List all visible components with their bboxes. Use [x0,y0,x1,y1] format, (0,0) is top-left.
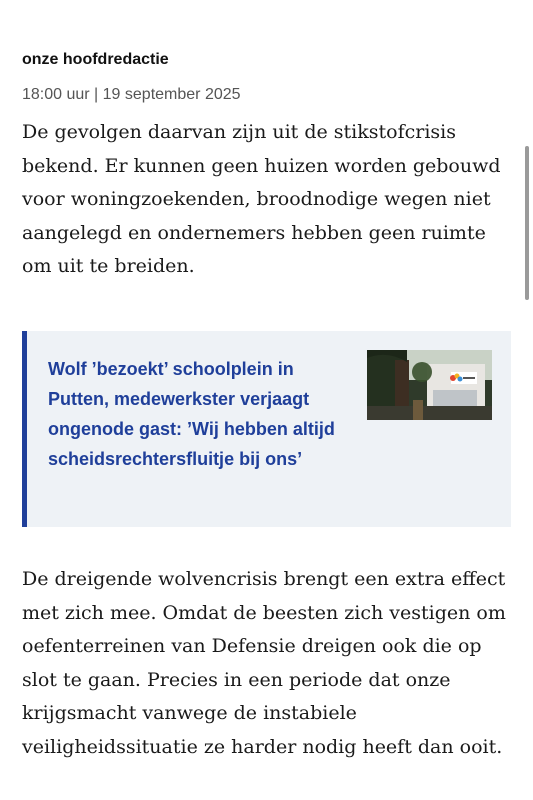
scrollbar[interactable] [525,146,529,300]
article-paragraph: De gevolgen daarvan zijn uit de stikstofcrisis bekend. Er kunnen geen huizen worden gebouwd voor woningzoekenden, broodnodige wegen niet aangelegd en ondernemers hebben geen ruimte om uit te breiden. [22,121,501,277]
related-article-thumbnail[interactable] [367,350,492,420]
author-name: onze hoofdredactie [22,51,169,68]
related-article-card[interactable] [22,331,511,527]
related-article-title[interactable]: Wolf ’bezoekt’ schoolplein in Putten, medewerkster verjaagt ongenode gast: ’Wij hebben altijd scheidsrechtersfluitje bij ons’ [48,359,335,469]
publish-timestamp: 18:00 uur | 19 september 2025 [22,86,241,103]
article-paragraph: De dreigende wolvencrisis brengt een extra effect met zich mee. Omdat de beesten zich vestigen om oefenterreinen van Defensie dreigen ook die op slot te gaan. Precies in een periode dat onze krijgsmacht vanwege de instabiele veiligheidssituatie ze harder nodig heeft dan ooit. [22,568,506,758]
